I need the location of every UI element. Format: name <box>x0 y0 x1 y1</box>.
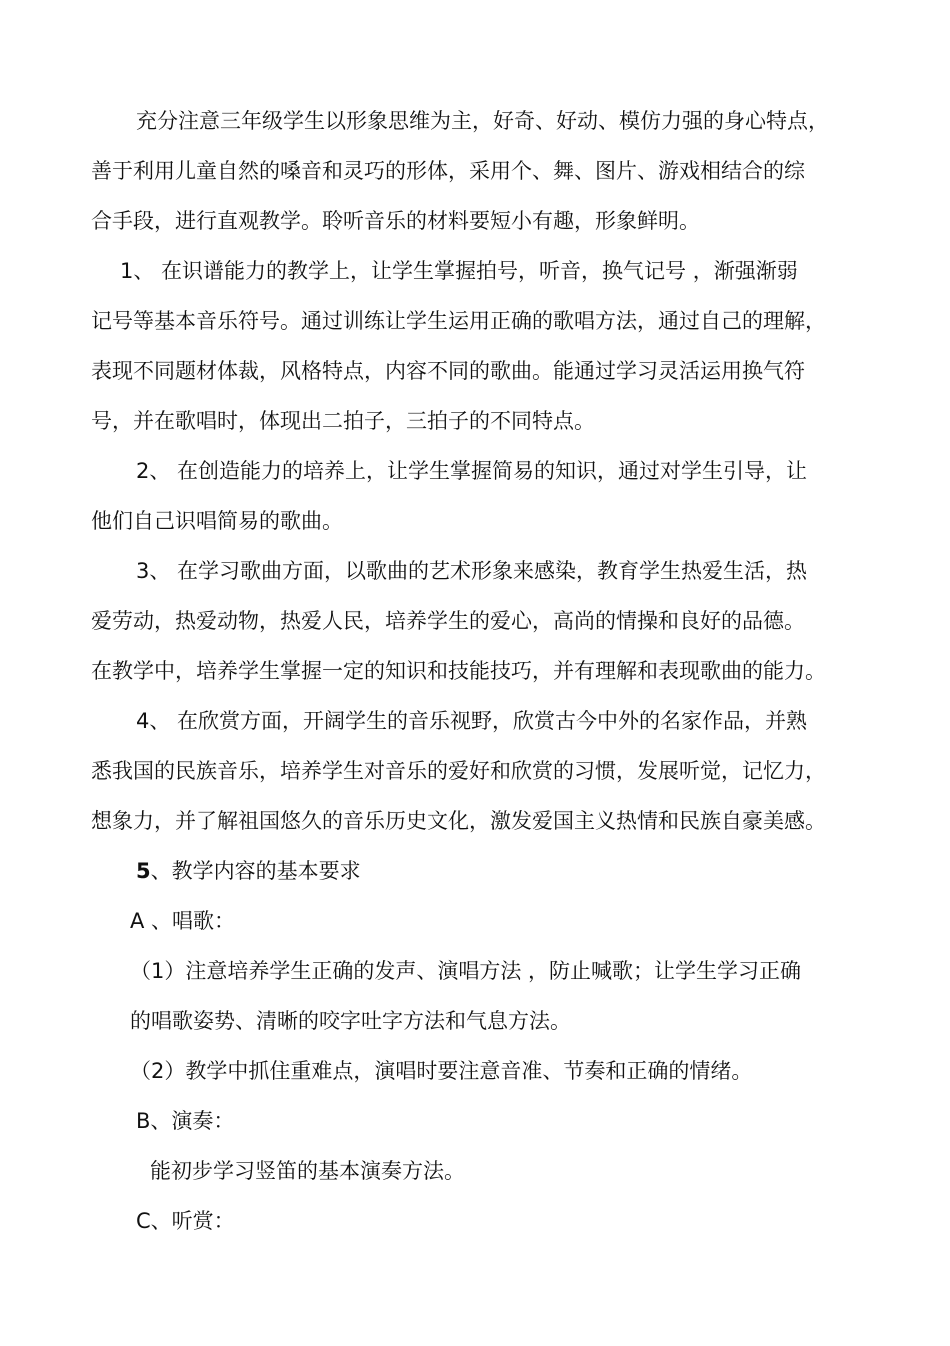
item-2-line-2: 他们自己识唱简易的歌曲。 <box>91 509 343 533</box>
item-2-line-1: 2、 在创造能力的培养上，让学生掌握简易的知识，通过对学生引导，让 <box>136 459 808 483</box>
section-5-heading <box>136 856 361 886</box>
subsection-a-item-1-line-1: （1）注意培养学生正确的发声、演唱方法 ，防止喊歌；让学生学习正确 <box>130 959 802 983</box>
item-3-line-1: 3、 在学习歌曲方面，以歌曲的艺术形象来感染，教育学生热爱生活，热 <box>136 559 808 583</box>
section-5-number: 5 <box>136 859 151 883</box>
item-3-line-2: 爱劳动，热爱动物，热爱人民，培养学生的爱心，高尚的情操和良好的品德。 <box>91 609 805 633</box>
item-1-line-3: 表现不同题材体裁，风格特点，内容不同的歌曲。能通过学习灵活运用换气符 <box>91 359 805 383</box>
item-4-line-1: 4、 在欣赏方面，开阔学生的音乐视野，欣赏古今中外的名家作品，并熟 <box>136 709 808 733</box>
subsection-b-heading: B、演奏： <box>136 1109 235 1133</box>
subsection-a-heading: A 、唱歌： <box>130 909 236 933</box>
item-4-line-2: 悉我国的民族音乐，培养学生对音乐的爱好和欣赏的习惯，发展听觉，记忆力， <box>91 759 826 783</box>
subsection-b-text: 能初步学习竖笛的基本演奏方法。 <box>150 1159 465 1183</box>
item-3-line-3: 在教学中，培养学生掌握一定的知识和技能技巧，并有理解和表现歌曲的能力。 <box>91 659 826 683</box>
paragraph-intro-line-1: 充分注意三年级学生以形象思维为主，好奇、好动、模仿力强的身心特点， <box>136 109 829 133</box>
subsection-c-heading: C、听赏： <box>136 1209 235 1233</box>
item-4-line-3: 想象力，并了解祖国悠久的音乐历史文化，激发爱国主义热情和民族自豪美感。 <box>91 809 826 833</box>
item-1-line-4: 号，并在歌唱时，体现出二拍子，三拍子的不同特点。 <box>91 409 595 433</box>
subsection-a-item-1-line-2: 的唱歌姿势、清晰的咬字吐字方法和气息方法。 <box>130 1009 571 1033</box>
subsection-a-item-2: （2）教学中抓住重难点，演唱时要注意音准、节奏和正确的情绪。 <box>130 1059 753 1083</box>
item-1-line-2: 记号等基本音乐符号。通过训练让学生运用正确的歌唱方法，通过自己的理解， <box>91 309 826 333</box>
paragraph-intro-line-2: 善于利用儿童自然的嗓音和灵巧的形体，采用个、舞、图片、游戏相结合的综 <box>91 159 805 183</box>
item-1-line-1: 1、 在识谱能力的教学上，让学生掌握拍号，听音，换气记号 ，渐强渐弱 <box>120 259 798 283</box>
paragraph-intro-line-3: 合手段，进行直观教学。聆听音乐的材料要短小有趣，形象鲜明。 <box>91 209 700 233</box>
section-5-title: 、教学内容的基本要求 <box>150 859 361 883</box>
